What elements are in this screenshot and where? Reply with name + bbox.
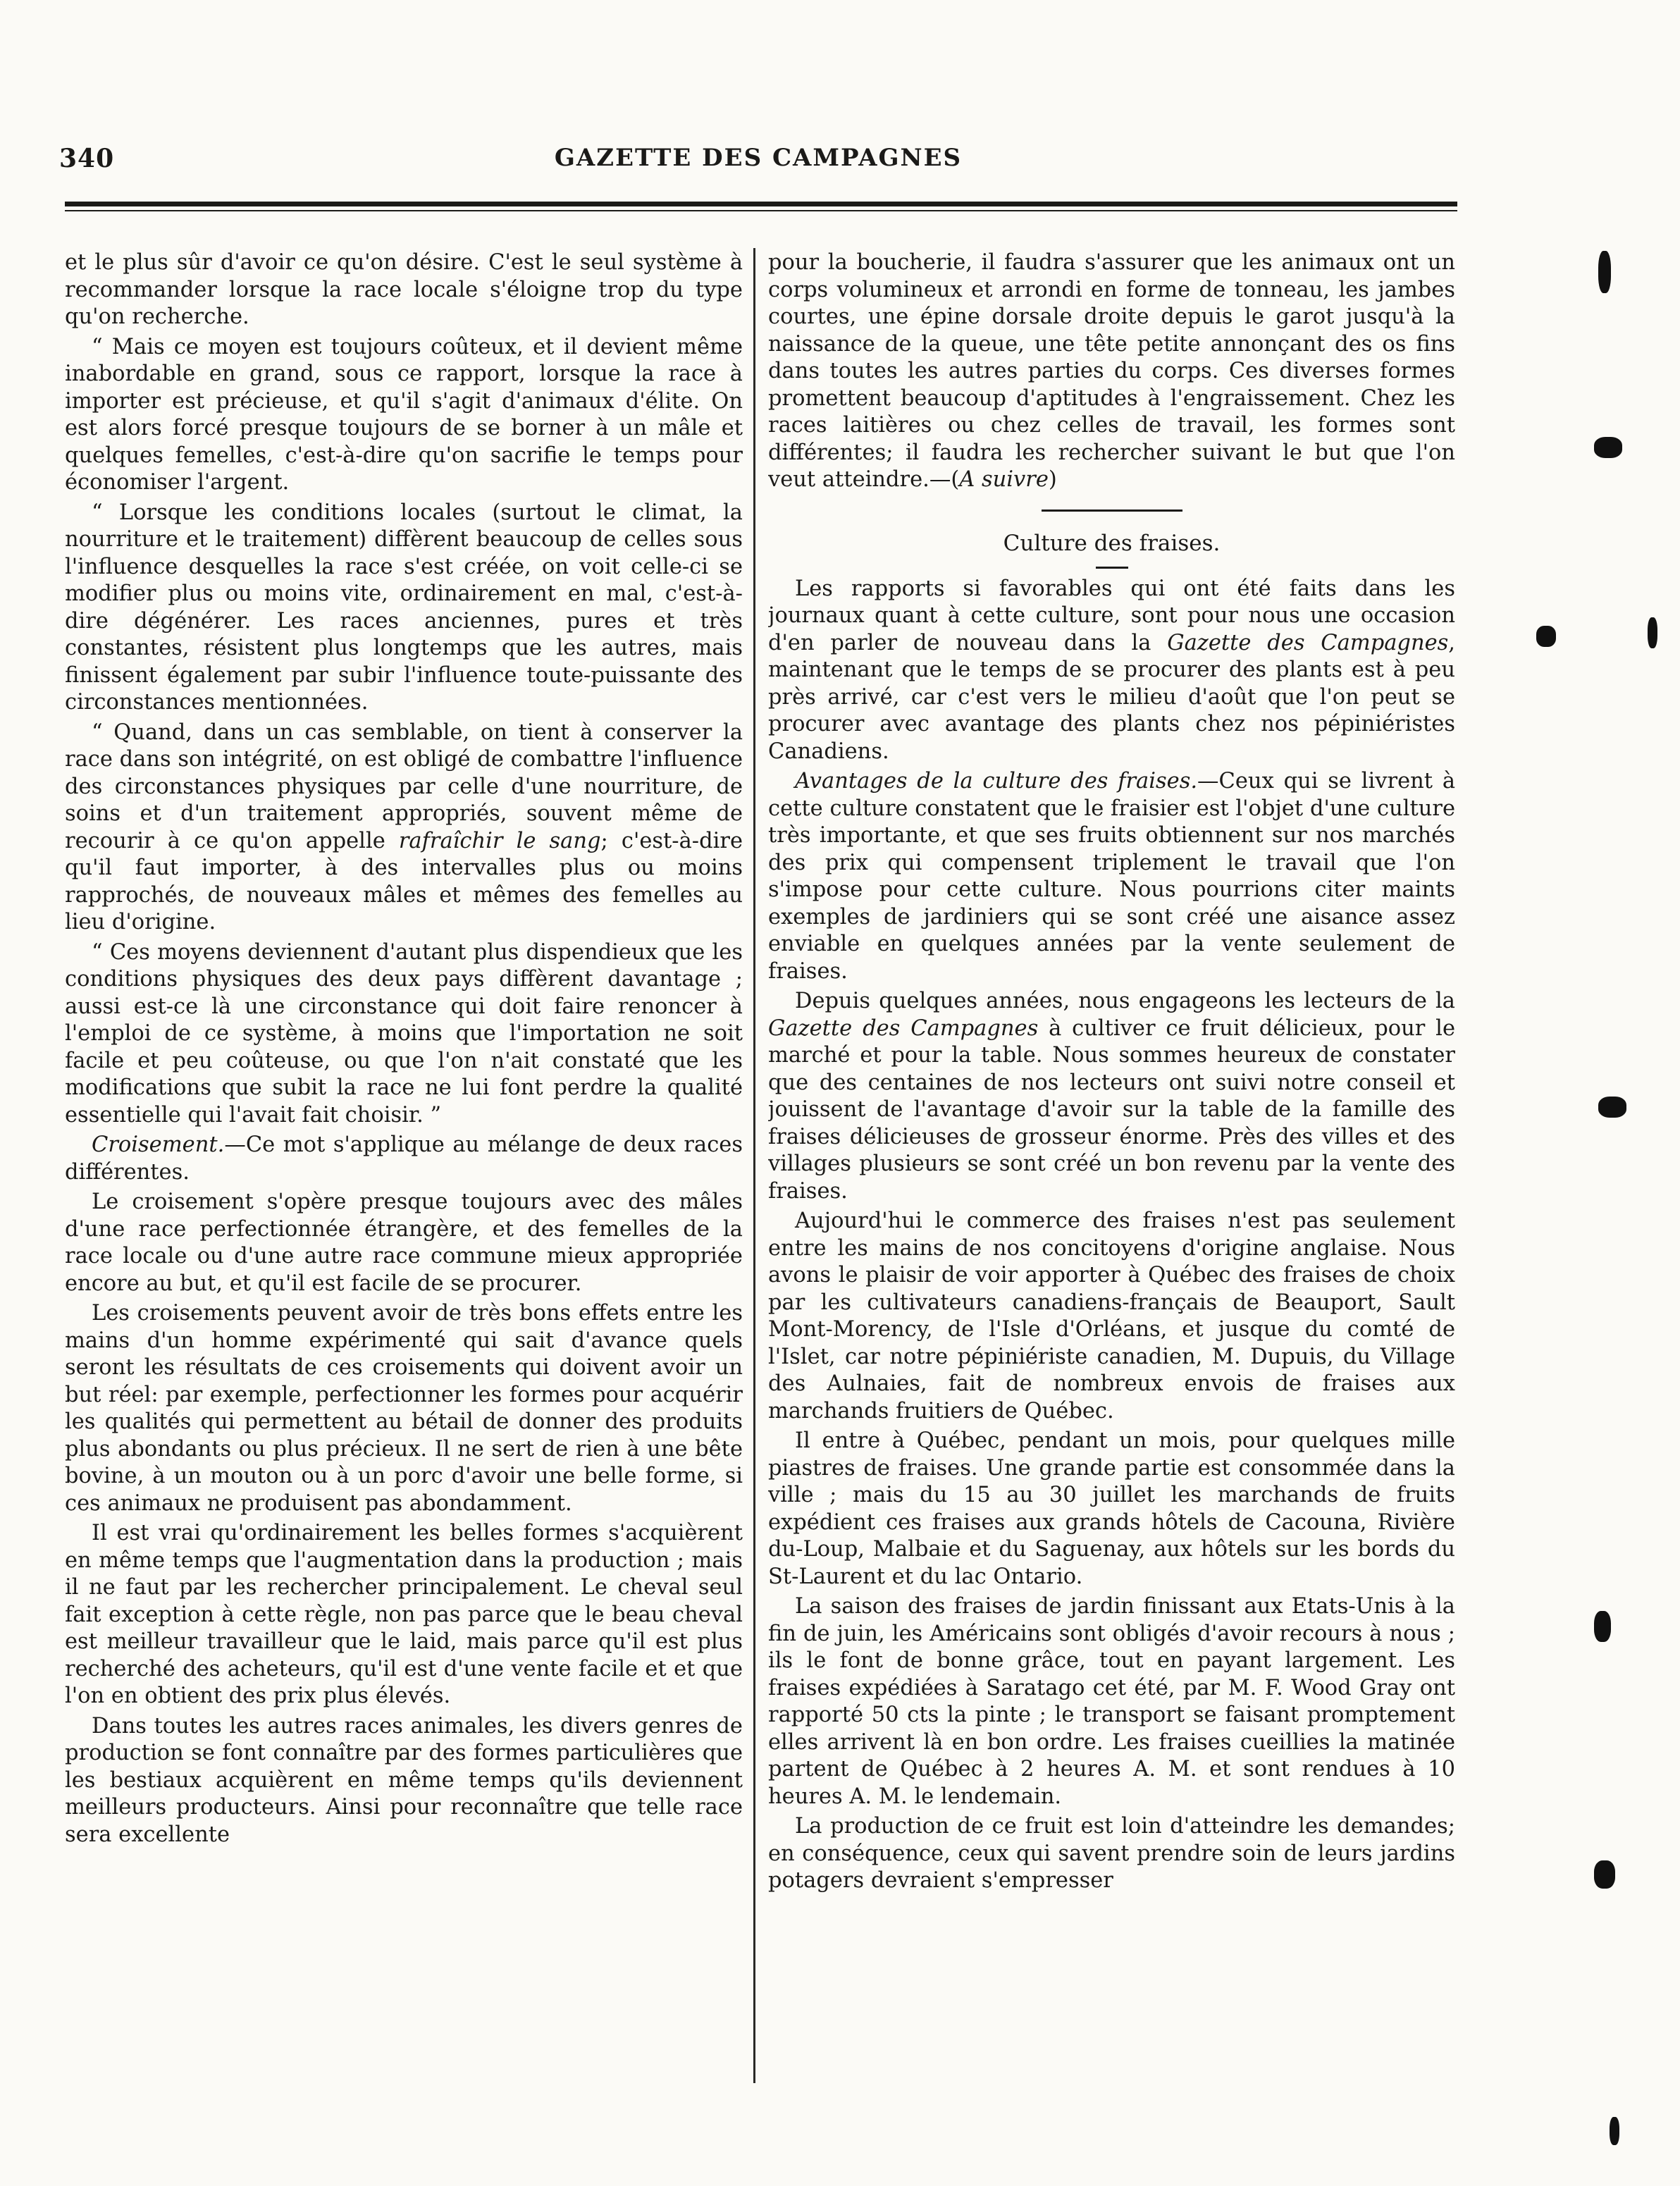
- section-title: Culture des fraises.: [1003, 530, 1221, 556]
- text-run: Les rapports si favorables qui ont été faits dans les journaux quant à cette culture, sont pour nous une occasion d'en parler de nouveau dans la: [768, 576, 1455, 655]
- italic-phrase: rafraîchir le sang: [398, 828, 601, 853]
- column-divider: [753, 248, 755, 2083]
- paragraph: Dans toutes les autres races animales, les divers genres de production se font connaître par des formes particulières que les bestiaux acquièrent en même temps qu'ils deviennent meilleurs producteurs. Ainsi pour reconnaître que telle race sera excellente: [65, 1713, 743, 1847]
- ink-blot: [1594, 1860, 1615, 1889]
- text-run: ): [1048, 467, 1057, 492]
- text-run: —Ceux qui se livrent à cette culture constatent que le fraisier est l'objet d'une culture très importante, et que ses fruits obtiennent sur nos marchés des prix qui compensent triplement le travail que l'on s'impose pour cette culture. Nous pourrions citer maints exemples de jardiniers qui se sont créé une aisance assez enviable en quelques années par la vente seulement de fraises.: [768, 769, 1455, 984]
- paragraph: [65, 1132, 743, 1186]
- paragraph: [768, 249, 1455, 494]
- paragraph: La production de ce fruit est loin d'atteindre les demandes; en conséquence, ceux qui savent prendre soin de leurs jardins potagers devraient s'empresser: [768, 1814, 1455, 1893]
- page-header: [59, 144, 1457, 183]
- paragraph: “ Ces moyens deviennent d'autant plus dispendieux que les conditions physiques des deux pays diffèrent davantage ; aussi est-ce là une circonstance qui doit faire renoncer à l'emploi de ce système, à moins que l'importation ne soit facile et peu coûteuse, ou que l'on n'ait constaté que les modifications que subit la race ne lui font perdre la qualité essentielle qui l'avait fait choisir. ”: [65, 939, 743, 1128]
- text-run: —Ce mot s'applique au mélange de deux races différentes.: [65, 1132, 743, 1185]
- paragraph: [768, 988, 1455, 1205]
- paragraph: La saison des fraises de jardin finissant aux Etats-Unis à la fin de juin, les Américains sont obligés d'avoir recours à nous ; ils le font de bonne grâce, tout en payant largement. Les fraises expédiées à Saratago cet été, par M. F. Wood Gray ont rapporté 50 cts la pinte ; le transport se faisant promptement elles arrivent là en bon ordre. Les fraises cueillies la matinée partent de Québec à 2 heures A. M. et sont rendues à 10 heures A. M. le lendemain.: [768, 1594, 1455, 1809]
- text-run: “ Quand, dans un cas semblable, on tient à conserver la race dans son intégrité, on est obligé de combattre l'influence des circonstances physiques par celle d'une nourriture, de soins et d'un traitement appropriés, souvent même de recourir à ce qu'on appelle: [65, 720, 743, 853]
- page-number: 340: [59, 144, 115, 173]
- text-run: ; c'est-à-dire qu'il faut importer, à des intervalles plus ou moins rapprochés, de nouveaux mâles et mêmes des femelles au lieu d'origine.: [65, 828, 743, 934]
- paragraph: [65, 720, 743, 937]
- text-run: , maintenant que le temps de se procurer des plants est à peu près arrivé, car c'est vers le milieu d'août que l'on peut se procurer avec avantage des plants chez nos pépiniéristes Canadiens.: [768, 630, 1455, 764]
- italic-phrase: A suivre: [959, 467, 1049, 492]
- header-rule: [65, 202, 1457, 206]
- ink-blot: [1648, 617, 1657, 648]
- paragraph: [768, 768, 1455, 985]
- text-run: pour la boucherie, il faudra s'assurer que les animaux ont un corps volumineux et arrondi en forme de tonneau, les jambes courtes, une épine dorsale droite depuis le garot jusqu'à la naissance de la queue, une tête petite annonçant des os fins dans toutes les autres parties du corps. Ces diverses formes promettent beaucoup d'aptitudes à l'engraissement. Chez les races laitières ou chez celles de travail, les formes sont différentes; il faudra les rechercher suivant le but que l'on veut atteindre.—(: [768, 250, 1455, 492]
- ink-blot: [1610, 2117, 1619, 2145]
- paragraph: “ Mais ce moyen est toujours coûteux, et il devient même inabordable en grand, sous ce rapport, lorsque la race à importer est précieuse, et qu'il s'agit d'animaux d'élite. On est alors forcé presque toujours de se borner à un mâle et quelques femelles, c'est-à-dire qu'on sacrifie le temps pour économiser l'argent.: [65, 334, 743, 495]
- paragraph: et le plus sûr d'avoir ce qu'on désire. C'est le seul système à recommander lorsque la race locale s'éloigne trop du type qu'on recherche.: [65, 250, 743, 329]
- ink-blot: [1598, 1097, 1626, 1118]
- paragraph: Il est vrai qu'ordinairement les belles formes s'acquièrent en même temps que l'augmentation dans la production ; mais il ne faut par les rechercher principalement. Le cheval seul fait exception à cette règle, non pas parce que le beau cheval est meilleur travailleur que le laid, mais parce qu'il est plus recherché des acheteurs, qu'il est d'une vente facile et et que l'on en obtient des prix plus élevés.: [65, 1521, 743, 1708]
- text-run: à cultiver ce fruit délicieux, pour le marché et pour la table. Nous sommes heureux de constater que des centaines de nos lecteurs ont suivi notre conseil et jouissent de l'avantage d'avoir sur la table de la famille des fraises délicieuses de grosseur énorme. Près des villes et des villages plusieurs se sont créé un bon revenu par la vente des fraises.: [768, 1015, 1455, 1204]
- ink-blot: [1536, 626, 1556, 647]
- paragraph: “ Lorsque les conditions locales (surtout le climat, la nourriture et le traitement) diffèrent beaucoup de celles sous l'influence desquelles la race s'est créée, on voit celle-ci se modifier plus ou moins vite, ordinairement en mal, c'est-à-dire dégénérer. Les races anciennes, pures et très constantes, résistent plus longtemps que les autres, mais finissent également par subir l'influence toute-puissante des circonstances mentionnées.: [65, 500, 743, 715]
- running-title: GAZETTE DES CAMPAGNES: [554, 144, 963, 172]
- title-underline: [1096, 567, 1128, 569]
- italic-phrase: Gazette des Campagnes: [1167, 630, 1449, 655]
- italic-lead: Avantages de la culture des fraises.: [795, 769, 1198, 793]
- paragraph: Les croisements peuvent avoir de très bons effets entre les mains d'un homme expérimenté qui sait d'avance quels seront les résultats de ces croisements qui doivent avoir un but réel: par exemple, perfectionner les formes pour acquérir les qualités qui permettent au bétail de donner des produits plus abondants ou plus précieux. Il ne sert de rien à une bête bovine, à un mouton ou à un porc d'avoir une belle forme, si ces animaux ne produisent pas abondamment.: [65, 1301, 743, 1516]
- left-column: [65, 249, 743, 2089]
- paragraph: [768, 576, 1455, 766]
- text-run: Depuis quelques années, nous engageons les lecteurs de la: [795, 989, 1455, 1013]
- ink-blot: [1594, 437, 1622, 458]
- header-rule-thin: [65, 210, 1457, 211]
- ink-blot: [1598, 251, 1611, 293]
- italic-phrase: Gazette des Campagnes: [768, 1015, 1039, 1041]
- ink-blot: [1594, 1611, 1611, 1642]
- right-column: [768, 249, 1455, 2096]
- paragraph: Aujourd'hui le commerce des fraises n'est pas seulement entre les mains de nos concitoyens d'origine anglaise. Nous avons le plaisir de voir apporter à Québec des fraises de choix par les cultivateurs canadiens-français de Beauport, Sault Mont-Morency, de l'Isle d'Orléans, et jusque du comté de l'Islet, car notre pépiniériste canadien, M. Dupuis, du Village des Aulnaies, fait de nombreux envois de fraises aux marchands fruitiers de Québec.: [768, 1209, 1455, 1424]
- section-separator: [1042, 510, 1182, 512]
- italic-lead: Croisement.: [92, 1132, 225, 1157]
- paragraph: Le croisement s'opère presque toujours avec des mâles d'une race perfectionnée étrangère, et des femelles de la race locale ou d'une autre race commune mieux appropriée encore au but, et qu'il est facile de se procurer.: [65, 1190, 743, 1296]
- paragraph: Il entre à Québec, pendant un mois, pour quelques mille piastres de fraises. Une grande partie est consommée dans la ville ; mais du 15 au 30 juillet les marchands de fruits expédient ces fraises aux grands hôtels de Cacouna, Rivière du-Loup, Malbaie et du Saguenay, aux hôtels sur les bords du St-Laurent et du lac Ontario.: [768, 1428, 1455, 1589]
